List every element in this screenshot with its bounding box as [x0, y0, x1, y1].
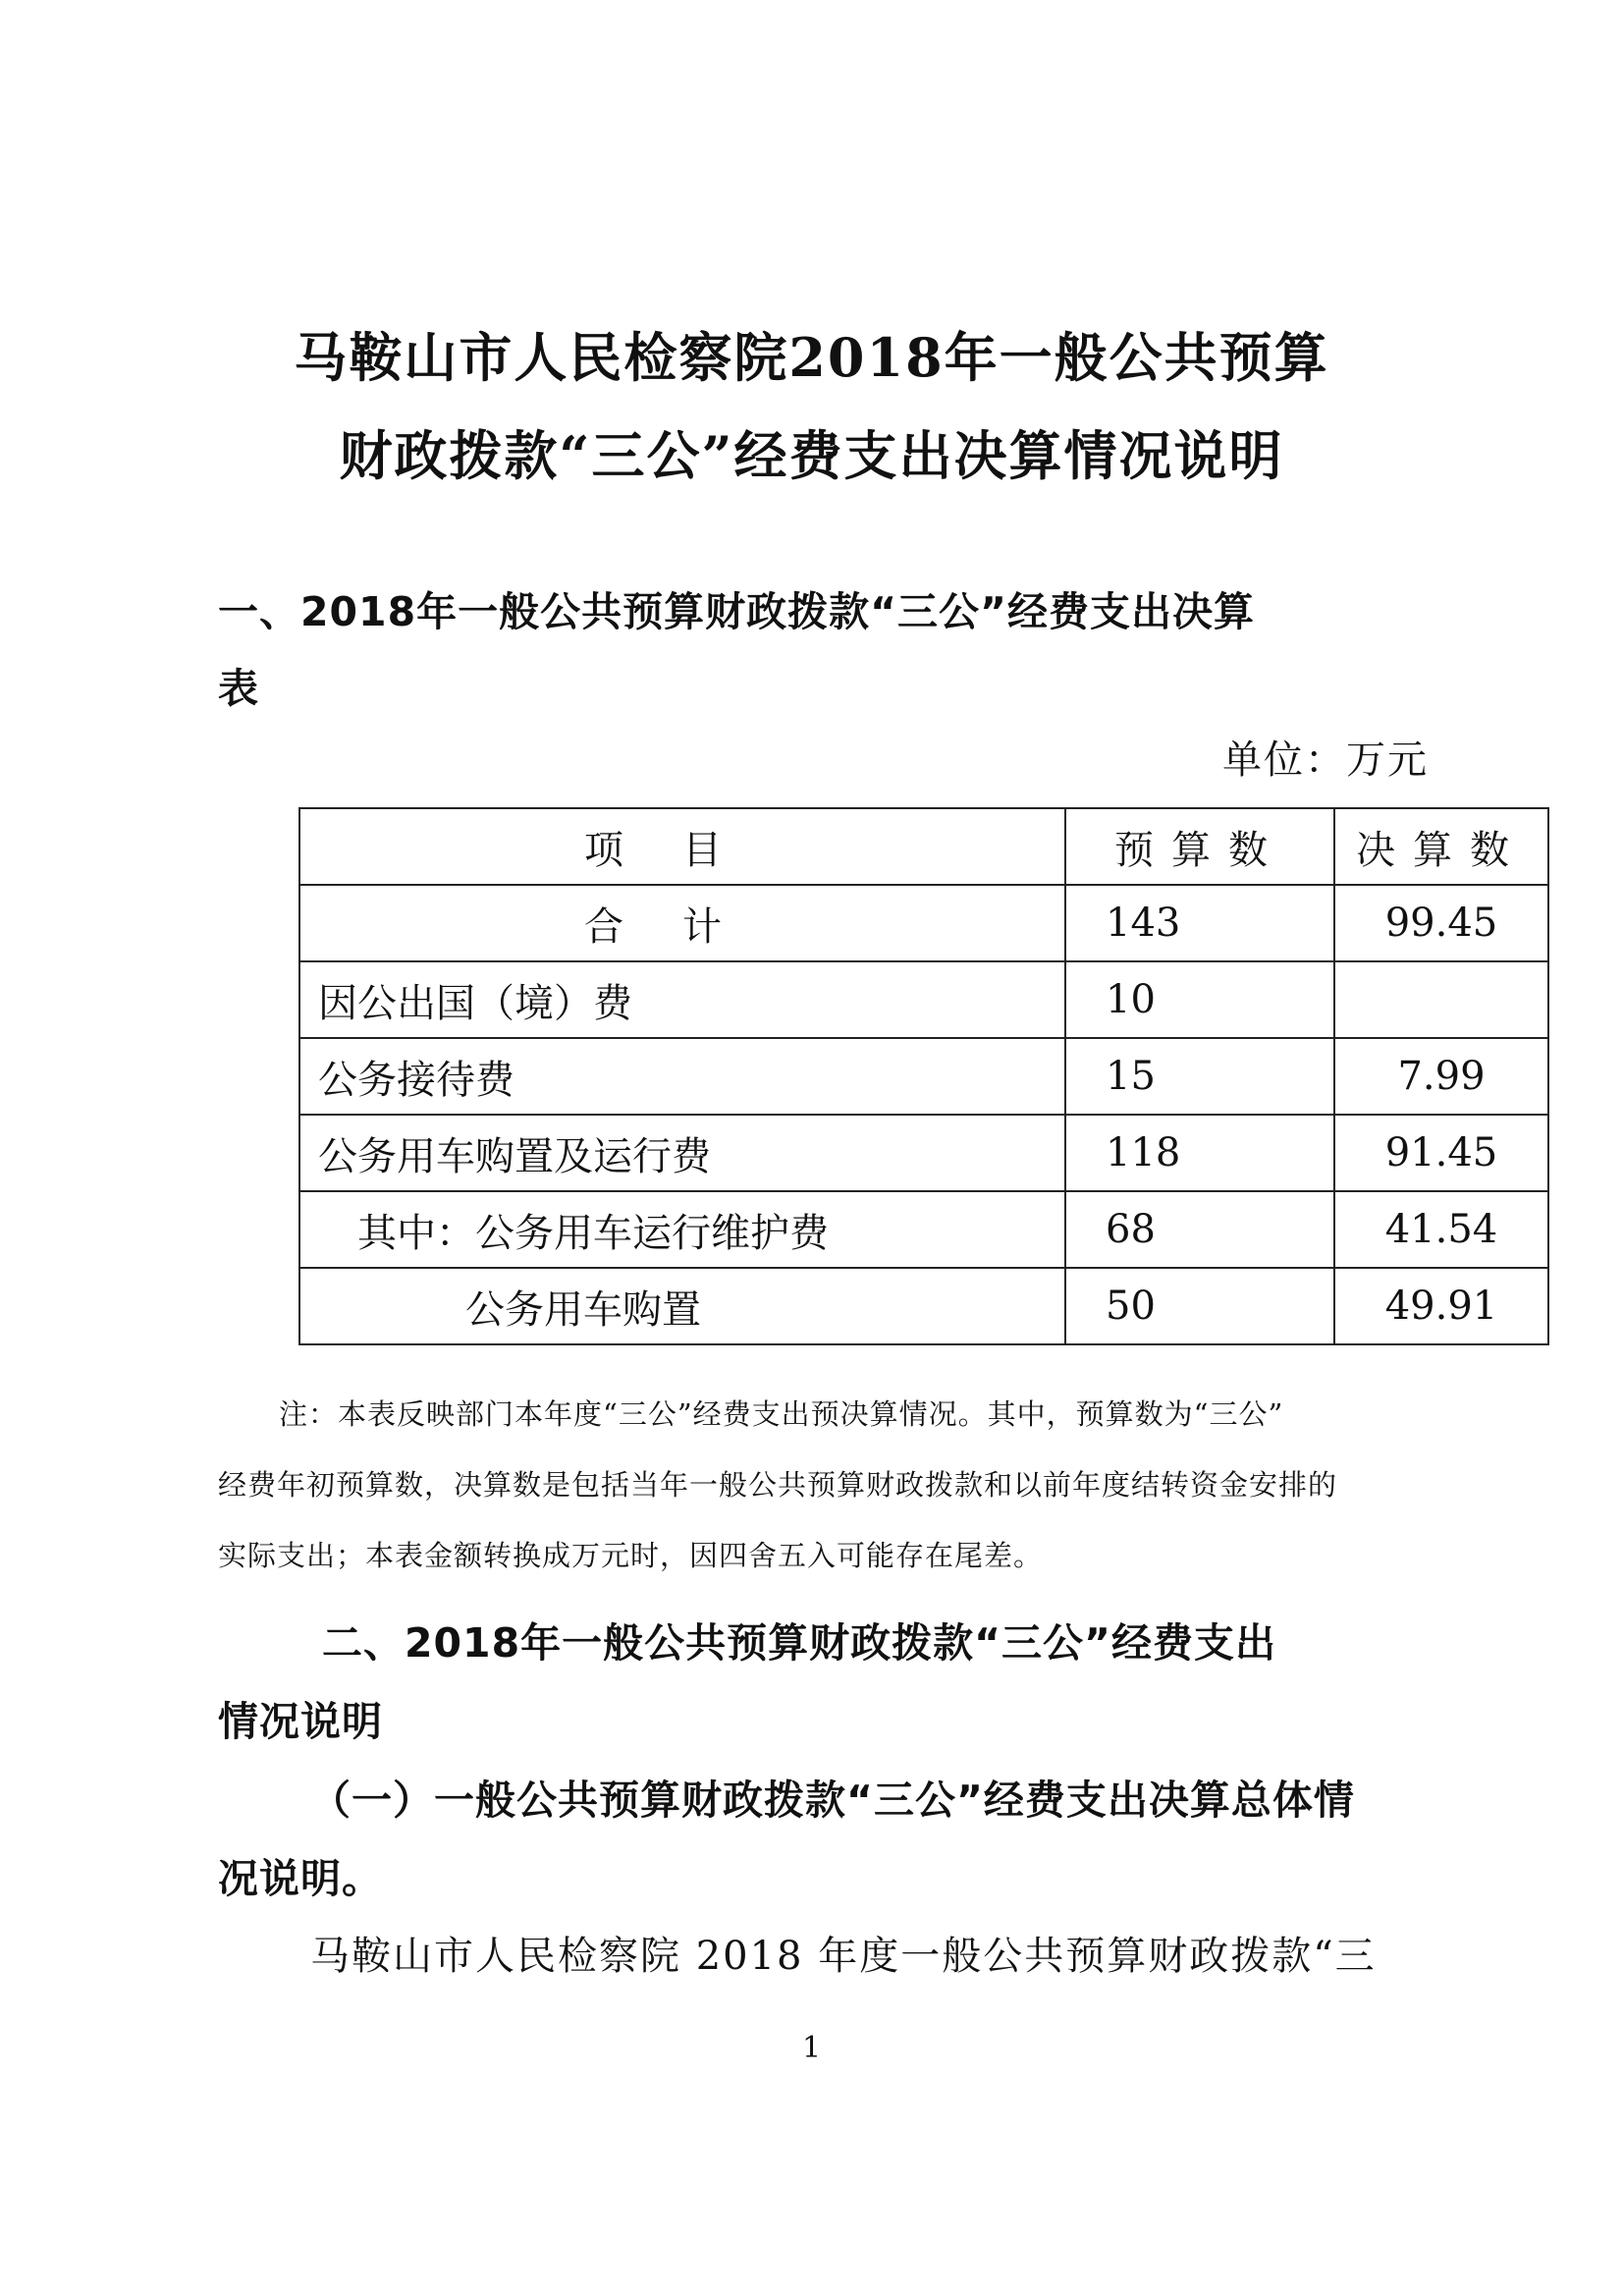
- subsection1-heading-line1: （一）一般公共预算财政拨款“三公”经费支出决算总体情: [310, 1777, 1355, 1824]
- row-item: 因公出国（境）费: [299, 961, 1065, 1038]
- row-budget: 118: [1065, 1115, 1334, 1191]
- subsection1-heading-line2: 况说明。: [218, 1855, 383, 1902]
- row-final: 7.99: [1334, 1038, 1548, 1115]
- table-row: [299, 885, 1548, 961]
- row-final: [1334, 961, 1548, 1038]
- unit-label: 单位：万元: [1222, 738, 1429, 783]
- row-item: 公务用车购置及运行费: [299, 1115, 1065, 1191]
- row-item: 公务接待费: [299, 1038, 1065, 1115]
- row-final: 99.45: [1334, 885, 1548, 961]
- row-budget: 50: [1065, 1268, 1334, 1344]
- page-number: 1: [801, 2031, 822, 2065]
- table-note-line2: 经费年初预算数，决算数是包括当年一般公共预算财政拨款和以前年度结转资金安排的: [218, 1468, 1338, 1502]
- row-budget: 15: [1065, 1038, 1334, 1115]
- header-final: 决算数: [1334, 808, 1548, 885]
- table-row: [299, 1038, 1548, 1115]
- table-row: [299, 1191, 1548, 1268]
- header-item: 项目: [299, 808, 1065, 885]
- row-item: 其中：公务用车运行维护费: [299, 1191, 1065, 1268]
- budget-table: [298, 807, 1549, 1345]
- row-final: 91.45: [1334, 1115, 1548, 1191]
- table-header-row: [299, 808, 1548, 885]
- document-title-line2: 财政拨款“三公”经费支出决算情况说明: [339, 424, 1284, 487]
- row-final: 49.91: [1334, 1268, 1548, 1344]
- body-paragraph: 马鞍山市人民检察院 2018 年度一般公共预算财政拨款“三: [310, 1934, 1377, 1979]
- header-budget: 预算数: [1065, 808, 1334, 885]
- row-item: 公务用车购置: [299, 1268, 1065, 1344]
- section2-heading-line2: 情况说明: [218, 1698, 383, 1745]
- section1-heading-line1: 一、2018年一般公共预算财政拨款“三公”经费支出决算: [218, 588, 1256, 635]
- document-title-line1: 马鞍山市人民检察院2018年一般公共预算: [294, 326, 1329, 389]
- row-budget: 68: [1065, 1191, 1334, 1268]
- row-final: 41.54: [1334, 1191, 1548, 1268]
- table-row: [299, 961, 1548, 1038]
- table-note-line3: 实际支出；本表金额转换成万元时，因四舍五入可能存在尾差。: [218, 1539, 1044, 1572]
- row-budget: 10: [1065, 961, 1334, 1038]
- row-item-total: 合计: [299, 885, 1065, 961]
- section1-heading-line2: 表: [218, 665, 259, 712]
- row-budget: 143: [1065, 885, 1334, 961]
- table-row: [299, 1268, 1548, 1344]
- section2-heading-line1: 二、2018年一般公共预算财政拨款“三公”经费支出: [322, 1619, 1277, 1667]
- table-row: [299, 1115, 1548, 1191]
- table-note-line1: 注：本表反映部门本年度“三公”经费支出预决算情况。其中，预算数为“三公”: [279, 1397, 1284, 1431]
